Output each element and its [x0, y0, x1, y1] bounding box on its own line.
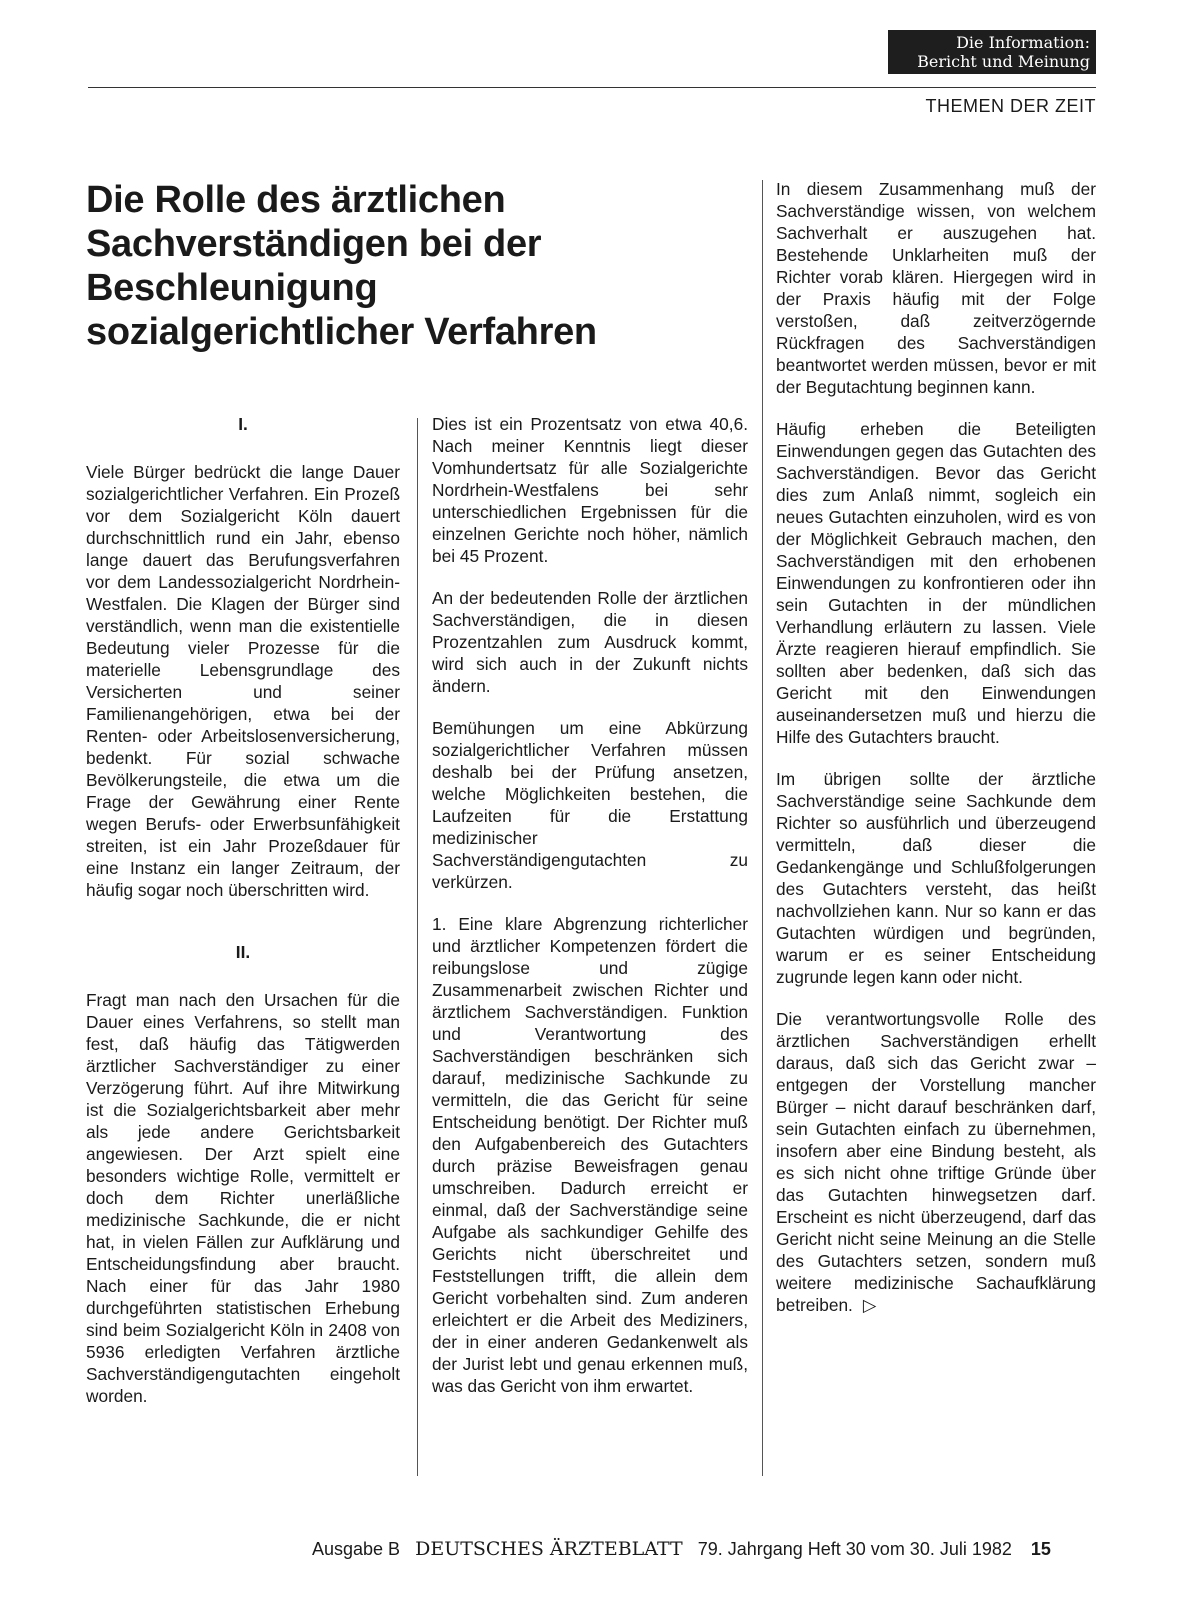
article-title: Die Rolle des ärztlichen Sachverständigen bei der Beschleunigung sozialgerichtlicher Verfahren — [86, 179, 597, 353]
section-badge — [888, 30, 1096, 74]
section-heading-2: II. — [235, 942, 251, 962]
paragraph: An der bedeutenden Rolle der ärztlichen Sachverständigen, die in diesen Prozentzahlen zum Ausdruck kommt, wird sich auch in der Zukunft nichts ändern. — [432, 588, 748, 696]
footer-journal: DEUTSCHES ÄRZTEBLATT — [415, 1538, 683, 1560]
section-heading-1: I. — [238, 414, 248, 434]
paragraph: Fragt man nach den Ursachen für die Dauer eines Verfahrens, so stellt man fest, daß häufig das Tätigwerden ärztlicher Sachverständiger zu einer Verzögerung führt. Auf ihre Mitwirkung ist die Sozialgerichtsbarkeit aber mehr als jede andere Gerichtsbarkeit angewiesen. Der Arzt spielt eine besonders wichtige Rolle, vermittelt er doch dem Richter unerläßliche medizinische Sachkunde, die er nicht hat, in vielen Fällen zur Aufklärung und Entscheidungsfindung aber braucht. Nach einer für das Jahr 1980 durchgeführten statistischen Erhebung sind beim Sozialgericht Köln in 2408 von 5936 erledigten Verfahren ärztliche Sachverständigengutachten eingeholt worden. — [86, 990, 400, 1406]
paragraph: 1. Eine klare Abgrenzung richterlicher und ärztlicher Kompetenzen fördert die reibungslose und zügige Zusammenarbeit zwischen Richter und ärztlichem Sachverständigen. Funktion und Verantwortung des Sachverständigen beschränken sich darauf, medizinische Sachkunde zu vermitteln, die das Gericht für seine Entscheidung benötigt. Der Richter muß den Aufgabenbereich des Gutachters durch präzise Beweisfragen genau umschreiben. Dadurch erreicht er einmal, daß der Sachverständige seine Aufgabe als sachkundiger Gehilfe des Gerichts nicht überschreitet und Feststellungen trifft, die allein dem Gericht vorbehalten sind. Zum anderen erleichtert er die Arbeit des Mediziners, der in einer anderen Gedankenwelt als der Jurist lebt und genau erkennen muß, was das Gericht von ihm erwartet. — [432, 914, 748, 1396]
section-label: THEMEN DER ZEIT — [925, 96, 1096, 116]
badge-line-2: Bericht und Meinung — [917, 52, 1090, 71]
footer-edition: Ausgabe B — [312, 1539, 401, 1559]
column-divider-1 — [417, 418, 418, 1476]
page-footer — [312, 1538, 1051, 1560]
paragraph — [776, 1008, 1096, 1316]
column-divider-2 — [762, 180, 763, 1476]
continue-arrow-icon: ▷ — [862, 1295, 877, 1315]
header-rule — [88, 87, 1096, 88]
paragraph: In diesem Zusammenhang muß der Sachverständige wissen, von welchem Sachverhalt er auszugehen hat. Bestehende Unklarheiten muß der Richter vorab klären. Hiergegen wird in der Praxis häufig mit der Folge verstoßen, daß zeitverzögernde Rückfragen des Sachverständigen beantwortet werden müssen, bevor er mit der Begutachtung beginnen kann. — [776, 179, 1096, 397]
paragraph-text: Die verantwortungsvolle Rolle des ärztlichen Sachverständigen erhellt daraus, daß sich das Gericht zwar – entgegen der Vorstellung mancher Bürger – nicht darauf beschränken darf, sein Gutachten einfach zu übernehmen, insofern aber eine Bindung besteht, als es sich nicht ohne triftige Gründe über das Gutachten hinwegsetzen darf. Erscheint es nicht überzeugend, darf das Gericht nicht seine Meinung an die Stelle des Gutachters setzen, sondern muß weitere medizinische Sachaufklärung betreiben. — [776, 1009, 1096, 1315]
column-3 — [776, 178, 1096, 1336]
column-2 — [432, 413, 748, 1417]
footer-issue: 79. Jahrgang Heft 30 vom 30. Juli 1982 — [697, 1539, 1012, 1559]
paragraph: Dies ist ein Prozentsatz von etwa 40,6. Nach meiner Kenntnis liegt dieser Vomhundertsatz für alle Sozialgerichte Nordrhein-Westfalens bei sehr unterschiedlichen Ergebnissen für die einzelnen Gerichte noch höher, nämlich bei 45 Prozent. — [432, 414, 748, 566]
paragraph: Viele Bürger bedrückt die lange Dauer sozialgerichtlicher Verfahren. Ein Prozeß vor dem Sozialgericht Köln dauert durchschnittlich rund ein Jahr, ebenso lange dauert das Berufungsverfahren vor dem Landessozialgericht Nordrhein-Westfalen. Die Klagen der Bürger sind verständlich, wenn man die existentielle Bedeutung vieler Prozesse für die materielle Lebensgrundlage des Versicherten und seiner Familienangehörigen, etwa bei der Renten- oder Arbeitslosenversicherung, bedenkt. Für sozial schwache Bevölkerungsteile, die etwa um die Frage der Gewährung einer Rente wegen Berufs- oder Erwerbsunfähigkeit streiten, ist ein Jahr Prozeßdauer für eine Instanz ein langer Zeitraum, der häufig sogar noch überschritten wird. — [86, 462, 400, 900]
paragraph: Im übrigen sollte der ärztliche Sachverständige seine Sachkunde dem Richter so ausführlich und überzeugend vermitteln, daß dieser die Gedankengänge und Schlußfolgerungen des Gutachters versteht, das heißt nachvollziehen kann. Nur so kann er das Gutachten würdigen und begründen, warum er es seiner Entscheidung zugrunde legen kann oder nicht. — [776, 769, 1096, 987]
paragraph: Häufig erheben die Beteiligten Einwendungen gegen das Gutachten des Sachverständigen. Bevor das Gericht dies zum Anlaß nimmt, sogleich ein neues Gutachten einzuholen, wird es von der Möglichkeit Gebrauch machen, den Sachverständigen mit den erhobenen Einwendungen zu konfrontieren oder ihn sein Gutachten in der mündlichen Verhandlung erläutern zu lassen. Viele Ärzte reagieren hierauf empfindlich. Sie sollten aber bedenken, daß sich das Gericht mit den Einwendungen auseinandersetzen muß und hierzu die Hilfe des Gutachters braucht. — [776, 419, 1096, 747]
column-1 — [86, 413, 400, 1427]
page-number: 15 — [1030, 1539, 1051, 1559]
paragraph: Bemühungen um eine Abkürzung sozialgerichtlicher Verfahren müssen deshalb bei der Prüfung ansetzen, welche Möglichkeiten bestehen, die Laufzeiten für die Erstattung medizinischer Sachverständigengutachten zu verkürzen. — [432, 718, 748, 892]
badge-line-1: Die Information: — [956, 33, 1090, 52]
